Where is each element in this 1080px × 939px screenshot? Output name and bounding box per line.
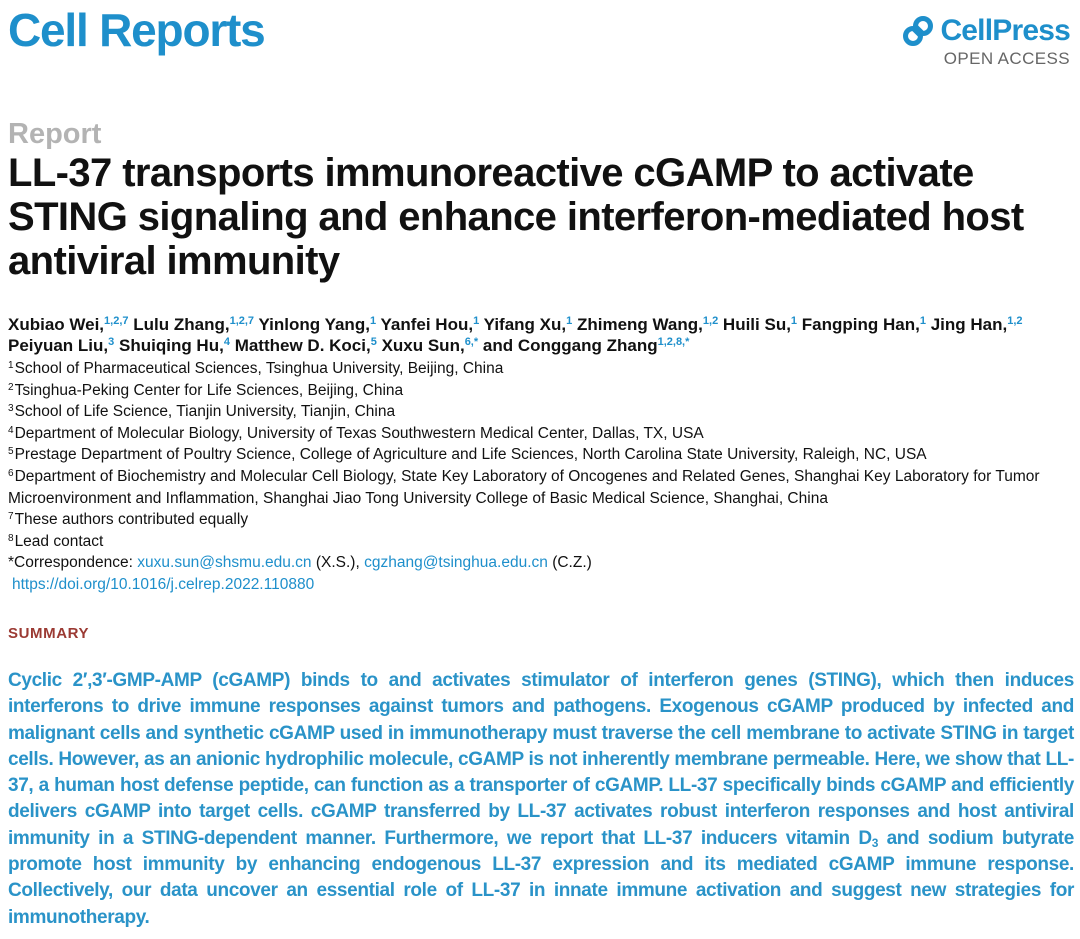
affiliation-text: Tsinghua-Peking Center for Life Sciences, Beijing, China bbox=[14, 381, 404, 399]
correspondence bbox=[8, 552, 1076, 574]
author-affil-ref[interactable]: 5 bbox=[370, 336, 377, 348]
correspondence-label: *Correspondence: bbox=[8, 554, 133, 572]
author-name: Peiyuan Liu, bbox=[8, 336, 109, 355]
author-6 bbox=[577, 315, 718, 334]
affiliation-number: 6 bbox=[8, 467, 14, 479]
publisher-name: CellPress bbox=[940, 14, 1070, 47]
author-affil-ref[interactable]: 1,2 bbox=[702, 315, 719, 327]
affiliation-6 bbox=[8, 466, 1076, 509]
author-affil-ref[interactable]: 1 bbox=[919, 315, 926, 327]
correspondence-initials-1: (X.S.), bbox=[315, 554, 360, 572]
author-8 bbox=[802, 315, 926, 334]
affiliation-text: School of Life Science, Tianjin University, Tianjin, China bbox=[14, 403, 396, 421]
author-7 bbox=[723, 315, 797, 334]
summary-heading: SUMMARY bbox=[8, 625, 90, 642]
author-list bbox=[8, 314, 1072, 356]
email-link-1[interactable]: xuxu.sun@shsmu.edu.cn bbox=[137, 554, 312, 572]
author-affil-ref[interactable]: 1 bbox=[566, 315, 573, 327]
affiliation-text: Lead contact bbox=[14, 532, 104, 550]
summary-text bbox=[8, 668, 1074, 931]
affiliation-number: 2 bbox=[8, 381, 14, 393]
affiliation-number: 3 bbox=[8, 403, 14, 415]
author-11 bbox=[119, 336, 230, 355]
affiliation-2 bbox=[8, 380, 1076, 402]
cellpress-logo-icon bbox=[902, 15, 934, 47]
author-name: Xuxu Sun, bbox=[381, 336, 465, 355]
author-3 bbox=[258, 315, 376, 334]
author-name: Matthew D. Koci, bbox=[234, 336, 371, 355]
author-2 bbox=[133, 315, 254, 334]
author-10 bbox=[8, 336, 114, 355]
summary-subscript: 3 bbox=[871, 835, 879, 850]
author-9 bbox=[931, 315, 1023, 334]
author-13 bbox=[382, 336, 479, 355]
author-affil-ref[interactable]: 1,2,7 bbox=[104, 315, 129, 327]
doi-link[interactable]: https://doi.org/10.1016/j.celrep.2022.110880 bbox=[12, 575, 315, 593]
author-name: Shuiqing Hu, bbox=[119, 336, 224, 355]
publisher-logo bbox=[902, 14, 1070, 48]
author-affil-ref[interactable]: 1,2,7 bbox=[229, 315, 255, 327]
author-1 bbox=[8, 315, 129, 334]
author-affil-ref[interactable]: 3 bbox=[108, 336, 115, 348]
author-affil-ref[interactable]: 6,* bbox=[464, 336, 479, 348]
publisher-block bbox=[902, 14, 1070, 68]
affiliation-8 bbox=[8, 531, 1076, 553]
author-name: Huili Su, bbox=[722, 315, 791, 334]
affiliation-7 bbox=[8, 509, 1076, 531]
author-name: Fangping Han, bbox=[801, 315, 920, 334]
author-affil-ref[interactable]: 1,2,8,* bbox=[657, 336, 690, 348]
affiliation-number: 4 bbox=[8, 424, 14, 436]
author-14 bbox=[483, 336, 690, 355]
summary-text-part-1: Cyclic 2′,3′-GMP-AMP (cGAMP) binds to and activates stimulator of interferon genes (STING), which then induces interferons to drive immune responses against tumors and pathogens. Exogenous cGAMP produced by infected and malignant cells and synthetic cGAMP used in immunotherapy must traverse the cell membrane to activate STING in target cells. However, as an anionic hydrophilic molecule, cGAMP is not inherently membrane permeable. Here, we show that LL-37, a human host defense peptide, can function as a transporter of cGAMP. LL-37 specifically binds cGAMP and efficiently delivers cGAMP into target cells. cGAMP transferred by LL-37 activates robust interferon responses and host antiviral immunity in a STING-dependent manner. Furthermore, we report that LL-37 inducers vitamin D bbox=[8, 670, 1074, 849]
article-type: Report bbox=[8, 118, 102, 150]
affiliation-text: Department of Biochemistry and Molecular Cell Biology, State Key Laboratory of Oncogenes and Related Genes, Shanghai Key Laboratory for Tumor Microenvironment and Inflammation, Shanghai Jiao Tong University College of Basic Medical Science, Shanghai, China bbox=[8, 467, 1040, 507]
open-access-label: OPEN ACCESS bbox=[943, 49, 1070, 68]
author-12 bbox=[235, 336, 377, 355]
affiliation-number: 8 bbox=[8, 532, 14, 544]
journal-name: Cell Reports bbox=[8, 4, 265, 56]
summary-text-part-2: and sodium butyrate promote host immunity by enhancing endogenous LL-37 expression and its mediated cGAMP immune response. Collectively, our data uncover an essential role of LL-37 in innate immune activation and suggest new strategies for immunotherapy. bbox=[8, 827, 1074, 928]
author-name: Yinlong Yang, bbox=[258, 315, 370, 334]
author-name: Zhimeng Wang, bbox=[576, 315, 703, 334]
affiliation-number: 1 bbox=[8, 360, 14, 371]
affiliation-1 bbox=[8, 358, 1076, 380]
author-5 bbox=[484, 315, 573, 334]
affiliation-text: Department of Molecular Biology, University of Texas Southwestern Medical Center, Dallas, TX, USA bbox=[14, 424, 704, 442]
author-name: Lulu Zhang, bbox=[133, 315, 230, 334]
author-affil-ref[interactable]: 1,2 bbox=[1007, 315, 1023, 327]
affiliation-5 bbox=[8, 444, 1076, 466]
author-affil-ref[interactable]: 1 bbox=[369, 315, 377, 327]
email-link-2[interactable]: cgzhang@tsinghua.edu.cn bbox=[364, 554, 548, 572]
affiliation-number: 7 bbox=[8, 511, 14, 523]
correspondence-initials-2: (C.Z.) bbox=[552, 554, 592, 572]
author-name: Yifang Xu, bbox=[483, 315, 567, 334]
author-affil-ref[interactable]: 1 bbox=[473, 315, 480, 327]
affiliation-text: These authors contributed equally bbox=[14, 511, 249, 529]
author-affil-ref[interactable]: 1 bbox=[790, 315, 798, 327]
author-name: and Conggang Zhang bbox=[482, 336, 658, 355]
affiliation-text: School of Pharmaceutical Sciences, Tsinghua University, Beijing, China bbox=[14, 360, 504, 377]
affiliations bbox=[8, 358, 1076, 596]
affiliation-4 bbox=[8, 423, 1076, 445]
author-name: Yanfei Hou, bbox=[380, 315, 474, 334]
affiliation-number: 5 bbox=[8, 446, 14, 458]
article-title: LL-37 transports immunoreactive cGAMP to activate STING signaling and enhance interferon-mediated host antiviral immunity bbox=[8, 151, 1024, 283]
author-4 bbox=[380, 315, 479, 334]
author-name: Jing Han, bbox=[930, 315, 1008, 334]
author-affil-ref[interactable]: 4 bbox=[223, 336, 230, 348]
affiliation-text: Prestage Department of Poultry Science, College of Agriculture and Life Sciences, North Carolina State University, Raleigh, NC, USA bbox=[14, 446, 927, 464]
affiliation-3 bbox=[8, 401, 1076, 423]
author-name: Xubiao Wei, bbox=[8, 315, 105, 334]
